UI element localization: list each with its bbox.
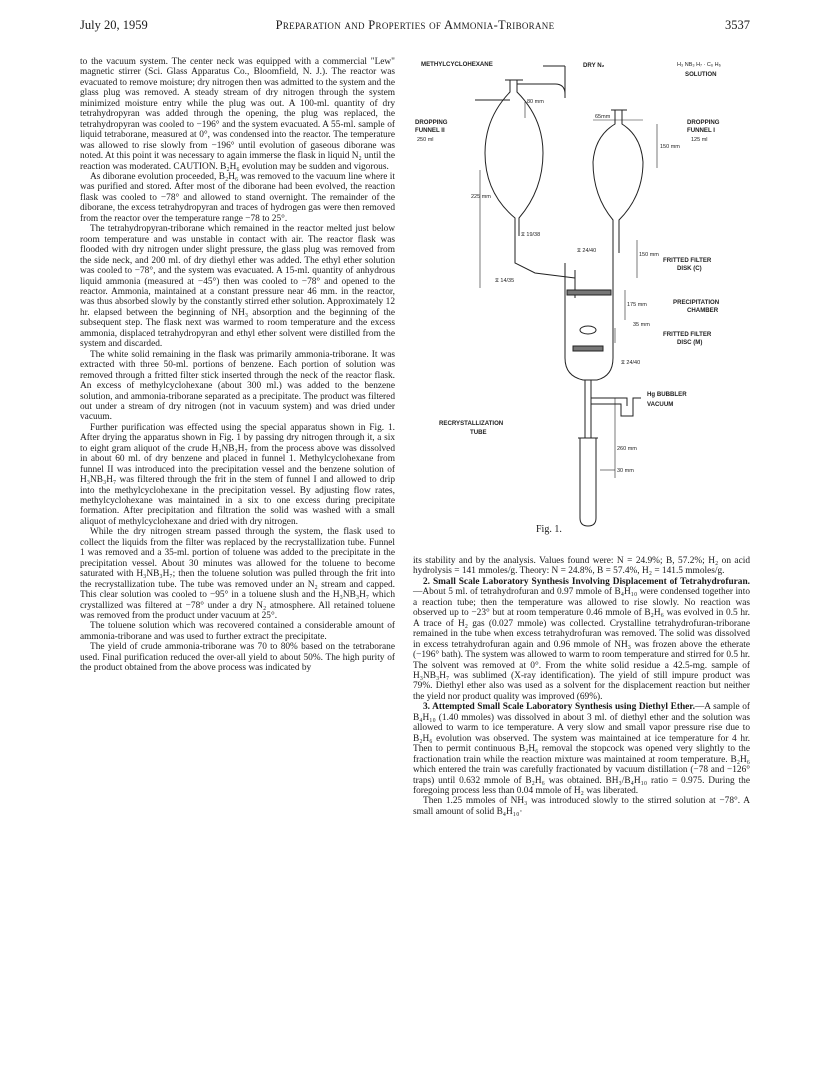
label-dropping-funnel-2b: FUNNEL II [415,127,445,134]
paragraph: The toluene solution which was recovered contained a considerable amount of ammonia-triborane and was used to further extract the precipitate. [80,621,395,642]
left-column [80,57,395,674]
paragraph: The tetrahydropyran-triborane which remained in the reactor melted just below room temperature and was unstable in contact with air. The reactor flask was flooded with dry nitrogen under slight pressure, the glass plug was removed from the side neck, and 200 ml. of dry diethyl ether was added. The ethyl ether solution was cooled to −78°, and the system was evacuated. A 15-ml. quantity of anhydrous liquid ammonia (measured at −45°) then was cooled to −78° and opened to the reactor. Ammonia, maintained at a constant pressure near 46 mm. in the reactor, was thus absorbed slowly by the constantly stirred ether solution. Approximately 12 hr. elapsed between the beginning of NH₃ absorption and the beginning of the subsequent step. The flask next was warmed to room temperature and the excess ammonia, displaced tetrahydropyran and ethyl ether solvent were distilled from the system and discarded. [80,224,395,350]
section-3-text: —A sample of B₄H₁₀ (1.40 mmoles) was dissolved in about 3 ml. of diethyl ether and the solution was allowed to warm to ice temperature. A very slow and small vapor pressure rise due to B₂H₆ evolution was observed. The system was maintained at ice temperature for 4 hr. Then to permit continuous B₂H₆ removal the stopcock was opened very slightly to the fractionation train while the reaction mixture was maintained at room temperature. B₂H₆ which entered the train was carefully fractionated by vacuum distillation (−78 and −126° traps) until 0.632 mmole of B₂H₆ was obtained. BH₃/B₄H₁₀ ratio = 0.975. During the foregoing process less than 0.04 mmole of H₂ was liberated. [413,702,750,796]
label-dry-n2: DRY N₂ [583,62,605,69]
right-column [413,556,750,817]
label-fritted-m2: DISC (M) [677,339,703,346]
label-joint-24-40-b: ⧖ 24/40 [621,360,641,366]
label-dim-35mm: 35 mm [633,322,650,328]
paragraph: to the vacuum system. The center neck was equipped with a commercial "Lew" magnetic stirrer (Sci. Glass Apparatus Co., Bloomfield, N. J.). The reactor was evacuated to remove moisture; dry nitrogen then was admitted to the system and the glass plug was removed. A steady stream of dry nitrogen through the system minimized moisture entry while the plug was out. A 100-ml. quantity of dry tetrahydropyran was added through the opening, the plug was replaced, the tetrahydropyran was cooled to −196° and the system evacuated. A 55-ml. sample of liquid tetraborane, measured at 0°, was condensed into the reactor. The temperature was allowed to rise slowly from −196° until evolution of gaseous diborane was noted. At this point it was necessary to again immerse the flask in liquid N₂ until the reaction was moderated. CAUTION. B₂H₆ evolution may be sudden and vigorous. [80,57,395,172]
label-dim-80mm: 80 mm [527,99,544,105]
label-dim-150mm-b: 150 mm [639,252,659,258]
label-recryst2: TUBE [470,429,487,436]
label-dim-260mm: 260 mm [617,446,637,452]
label-dim-150mm-a: 150 mm [660,144,680,150]
label-hg-bubbler: Hg BUBBLER [647,391,687,398]
paragraph: As diborane evolution proceeded, B₂H₆ was removed to the vacuum line where it was purified and stored. After most of the diborane had been evolved, the reaction flask was cooled to −78° and allowed to stand overnight. The remainder of the diborane, the excess tetrahydropyran and traces of hydrogen gas were then removed from the reactor over the temperature range −78 to 25°. [80,171,395,224]
label-dropping-funnel-1c: 125 ml [691,137,708,143]
label-dropping-funnel-1b: FUNNEL I [687,127,715,134]
label-joint-24-40-a: ⧖ 24/40 [577,248,597,254]
label-dropping-funnel-1: DROPPING [687,119,720,126]
label-dim-30mm: 30 mm [617,468,634,474]
label-precip: PRECIPITATION [673,299,720,306]
label-methylcyclohexane: METHYLCYCLOHEXANE [421,61,493,68]
label-dim-175mm: 175 mm [627,302,647,308]
label-dim-225mm: 225 mm [471,194,491,200]
label-fritted-m: FRITTED FILTER [663,331,712,338]
section-2-paragraph [413,577,750,702]
label-vacuum: VACUUM [647,401,674,408]
paragraph: The white solid remaining in the flask was primarily ammonia-triborane. It was extracted with three 50-ml. portions of benzene. Each portion of solution was removed through a fritted filter stick inserted through the neck of the reactor flask. An excess of methylcyclohexane (about 300 ml.) was added to the benzene solution, and ammonia-triborane separated as a precipitate. The product was filtered out under a stream of dry nitrogen (not in vacuum system) and was dried under vacuum. [80,349,395,423]
label-joint-19-38: ⧖ 19/38 [521,232,541,238]
label-fritted-c2: DISK (C) [677,265,702,272]
label-solution-formula: H₃ NB₃ H₇ · C₆ H₆ [677,62,721,68]
running-header [80,18,750,34]
header-date: July 20, 1959 [80,18,148,32]
label-precip2: CHAMBER [687,307,719,314]
header-title: Preparation and Properties of Ammonia-Triborane [275,18,555,32]
figure-caption: Fig. 1. [536,524,562,535]
label-fritted-c: FRITTED FILTER [663,257,712,264]
label-recryst: RECRYSTALLIZATION [439,420,504,427]
apparatus-diagram [415,58,750,528]
header-page-number: 3537 [725,18,750,32]
paragraph: Further purification was effected using the special apparatus shown in Fig. 1. After drying the apparatus shown in Fig. 1 by passing dry nitrogen through it, a six to eight gram aliquot of the crude H₃NB₃H₇ from the process above was dissolved in about 60 ml. of dry benzene and placed in funnel 1. Methylcyclohexane from funnel II was introduced into the precipitation vessel and the benzene solution of H₃NB₃H₇ was filtered through the frit in the stem of funnel I and allowed to drip into the methylcyclohexane in the precipitation vessel. By adjusting flow rates, methylcyclohexane was maintained in a six to one excess during precipitate formation. After precipitation and filtration the solid was washed with a small aliquot of methylcyclohexane and dried with dry nitrogen. [80,422,395,527]
paragraph: The yield of crude ammonia-triborane was 70 to 80% based on the tetraborane used. Final purification reduced the over-all yield to about 50%. The high purity of the product obtained from the above process was indicated by [80,642,395,674]
section-3-paragraph [413,702,750,796]
label-dropping-funnel-2: DROPPING [415,119,448,126]
label-dim-65mm: 65mm [595,114,611,120]
section-2-text: —About 5 ml. of tetrahydrofuran and 0.97 mmole of B₄H₁₀ were condensed together into a reaction tube; then the temperature was allowed to rise slowly. No reaction was observed up to −23° but at room temperature 0.46 mmole of B₂H₆ was evolved in 0.5 hr. A trace of H₂ gas (0.027 mmole) was collected. Crystalline tetrahydrofuran-triborane remained in the tube when excess tetrahydrofuran was removed. The solid was dissolved in excess tetrahydrofuran again and 0.96 mmole of NH₃ was frozen above the etherate (−196° bath). The system was allowed to warm to room temperature and stirred for 0.5 hr. The solvent was removed at 0°. From the white solid residue a 42.5-mg. sample of H₃NB₃H₇ was sublimed (X-ray identification). The yield of still impure product was 79%. Diethyl ether also was used as a solvent for the displacement reaction but neither the yield nor product quality was improved (69%). [413,587,750,702]
label-joint-14-35: ⧖ 14/35 [495,278,515,284]
label-solution: SOLUTION [685,71,717,78]
paragraph: While the dry nitrogen stream passed through the system, the flask used to collect the liquids from the filter was replaced by the recrystallization tube. Funnel 1 was removed and a 35-ml. portion of toluene was added to the precipitate in the precipitation vessel. About 30 minutes was allowed for the toluene to become saturated with H₃NB₃H₇; then the toluene solution was pulled through the frit into the recrystallization tube. The tube was removed under an N₂ stream and capped. This clear solution was cooled to −95° in a toluene slush and the H₃NB₃H₇ which crystallized was filtered at −78° under a dry N₂ atmosphere. All retained toluene was removed from the product under vacuum at 25°. [80,527,395,622]
section-3-title: 3. Attempted Small Scale Laboratory Synthesis using Diethyl Ether. [423,702,695,713]
apparatus-figure [415,58,750,538]
label-dropping-funnel-2c: 250 ml [417,137,434,143]
paragraph: Then 1.25 mmoles of NH₃ was introduced slowly to the stirred solution at −78°. A small amount of solid B₄H₁₀· [413,796,750,817]
section-2-title: 2. Small Scale Laboratory Synthesis Involving Displacement of Tetrahydrofuran. [423,576,750,587]
paragraph: its stability and by the analysis. Values found were: N = 24.9%; B, 57.2%; H₂ on acid hydrolysis = 141 mmoles/g. Theory: N = 24.8%, B = 57.4%, H₂ = 141.5 mmoles/g. [413,556,750,577]
